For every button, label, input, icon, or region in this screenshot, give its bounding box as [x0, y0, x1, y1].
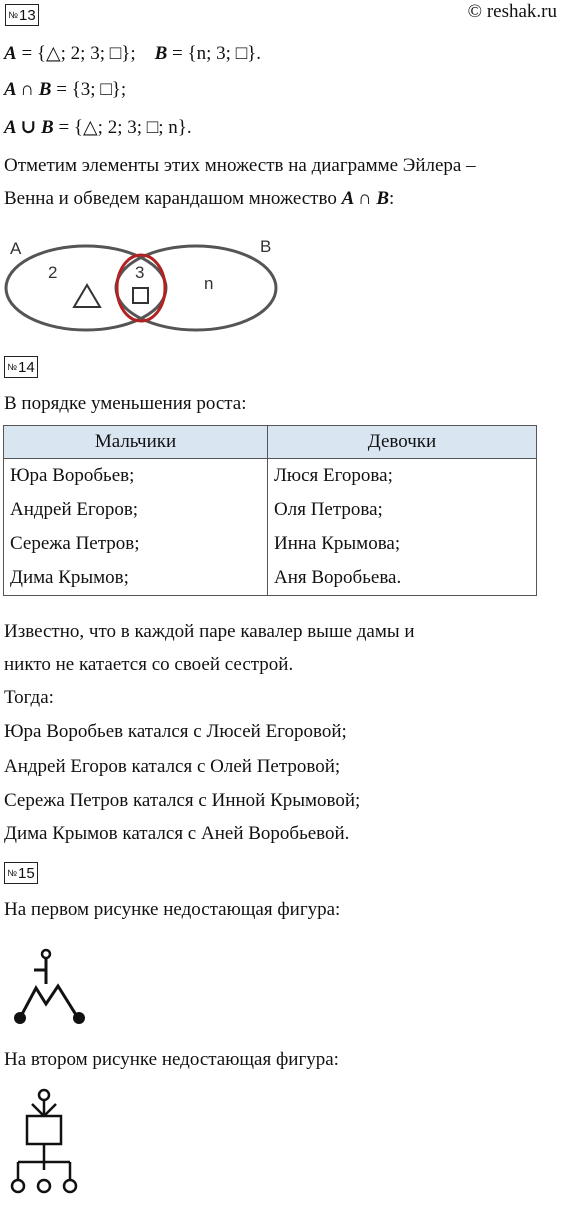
task-13-badge: № 13 [5, 4, 39, 26]
table-header-row [4, 426, 537, 459]
table-row: Андрей Егоров; Оля Петрова; [4, 493, 537, 527]
task-14-intro: В порядке уменьшения роста: [4, 393, 247, 414]
task-15-second: На втором рисунке недостающая фигура: [4, 1049, 339, 1070]
small-circle-icon [42, 950, 50, 958]
a-only-number: 2 [48, 263, 58, 282]
set-b-label: B [260, 237, 272, 256]
missing-figure-1 [0, 932, 110, 1032]
intersection-line: A ∩ B = {3; □}; [4, 79, 127, 100]
zigzag-icon [20, 986, 78, 1018]
pair-line: Юра Воробьев катался с Люсей Егоровой; [4, 721, 347, 742]
pair-line: Дима Крымов катался с Аней Воробьевой. [4, 823, 350, 844]
task-14-text-2: никто не катается со своей сестрой. [4, 654, 294, 675]
union-line: A ∪ B = {△; 2; 3; □; n}. [4, 117, 192, 138]
table-row: Юра Воробьев; Люся Егорова; [4, 459, 537, 494]
venn-diagram [0, 230, 290, 342]
missing-figure-2 [0, 1080, 110, 1210]
task-14-badge: № 14 [4, 356, 38, 378]
task-13-text-1: Отметим элементы этих множеств на диаграмме Эйлера – [4, 155, 476, 176]
body-square-icon [27, 1116, 61, 1144]
task-15-first: На первом рисунке недостающая фигура: [4, 899, 341, 920]
square-icon [133, 288, 148, 303]
dot-icon [73, 1012, 85, 1024]
pair-line: Сережа Петров катался с Инной Крымовой; [4, 790, 361, 811]
table-row: Сережа Петров; Инна Крымова; [4, 527, 537, 561]
task-15-badge: № 15 [4, 862, 38, 884]
shared-number: 3 [135, 263, 145, 282]
dot-icon [14, 1012, 26, 1024]
header-boys: Мальчики [4, 426, 268, 459]
table-row: Дима Крымов; Аня Воробьева. [4, 561, 537, 596]
b-only-letter: n [204, 274, 214, 293]
foot-circle-icon [64, 1180, 76, 1192]
foot-circle-icon [38, 1180, 50, 1192]
head-circle-icon [39, 1090, 49, 1100]
pair-line: Андрей Егоров катался с Олей Петровой; [4, 756, 341, 777]
task-14-text-1: Известно, что в каждой паре кавалер выше дамы и [4, 621, 415, 642]
height-table [3, 425, 537, 596]
triangle-icon [74, 285, 100, 307]
task-13-text-2: Венна и обведем карандашом множество A ∩ B: [4, 188, 395, 209]
set-a-label: A [10, 239, 22, 258]
site-credit: © reshak.ru [467, 1, 557, 22]
set-definitions: A = {△; 2; 3; □}; B = {n; 3; □}. [4, 43, 262, 64]
task-14-then: Тогда: [4, 687, 54, 708]
foot-circle-icon [12, 1180, 24, 1192]
header-girls: Девочки [268, 426, 537, 459]
